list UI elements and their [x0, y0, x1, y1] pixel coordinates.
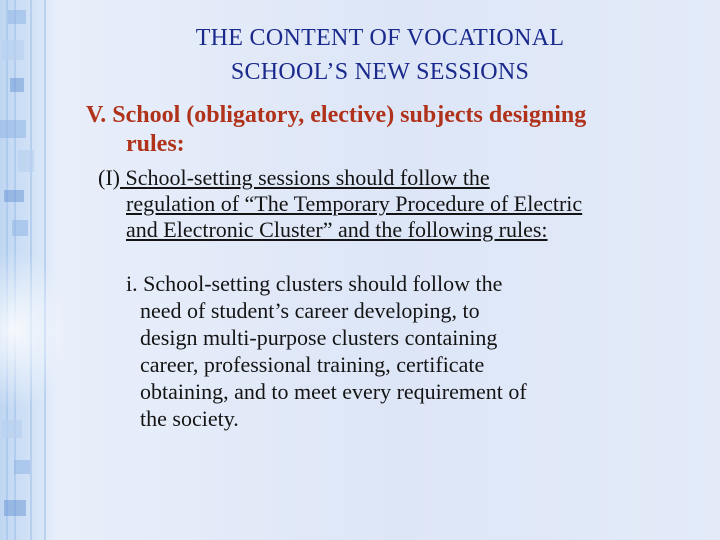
sub-item-i-line-4: career, professional training, certificate	[140, 352, 485, 377]
section-heading-line-1: V. School (obligatory, elective) subjects designing	[86, 102, 587, 128]
sub-item-i-line-1: i. School-setting clusters should follow the	[126, 271, 503, 296]
item-I-line-1	[98, 165, 490, 191]
sub-item-i-line-6: the society.	[140, 406, 239, 431]
sub-item-i-line-5: obtaining, and to meet every requirement of	[140, 379, 527, 404]
item-I-line-2: regulation of “The Temporary Procedure of Electric	[126, 191, 583, 216]
decorative-glow	[0, 250, 70, 410]
slide-title-line-2: SCHOOL’S NEW SESSIONS	[230, 59, 530, 85]
item-I-line-1-text: School-setting sessions should follow the	[119, 165, 490, 190]
sub-item-i-line-2: need of student’s career developing, to	[140, 298, 480, 323]
sub-item-i-line-3: design multi-purpose clusters containing	[140, 325, 498, 350]
slide-title-line-1: THE CONTENT OF VOCATIONAL	[195, 25, 565, 51]
item-I-prefix: (I)	[98, 165, 120, 190]
item-I-line-3: and Electronic Cluster” and the following rules:	[126, 217, 548, 242]
section-heading-line-2: rules:	[126, 131, 185, 157]
